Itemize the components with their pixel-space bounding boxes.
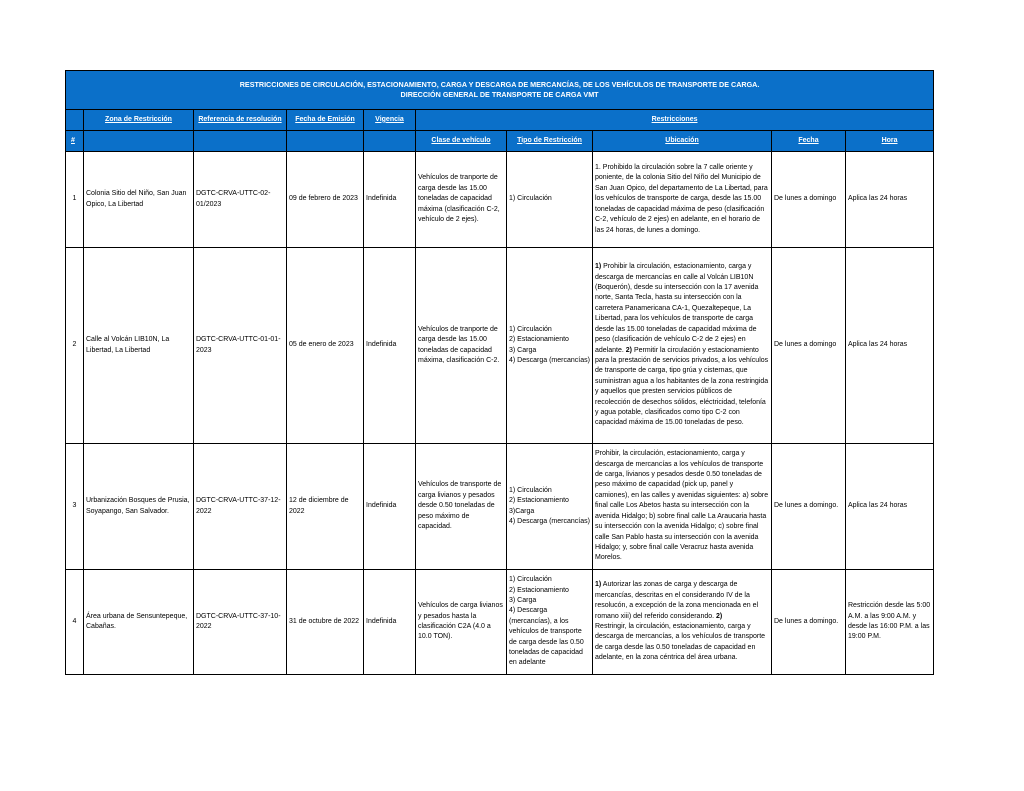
tipo-line: 3) Carga — [509, 596, 537, 604]
header-num: # — [66, 131, 84, 152]
clase-cell: Vehículos de transporte de carga livianos y pesados desde 0.50 toneladas de peso máximo de capacidad. — [416, 444, 507, 570]
row-number: 1 — [66, 152, 84, 248]
referencia-cell: DGTC-CRVA-UTTC-37-10-2022 — [194, 570, 287, 675]
ubicacion-cell — [593, 248, 772, 444]
header-fecha: Fecha — [772, 131, 846, 152]
fecha-emision-cell: 09 de febrero de 2023 — [287, 152, 364, 248]
tipo-line: 3)Carga — [509, 507, 535, 515]
fecha-cell: De lunes a domingo — [772, 152, 846, 248]
ubicacion-text: Restringir, la circulación, estacionamiento, carga y descarga de mercancías, a los vehículos de transporte de carga desde las 0.50 toneladas de capacidad en adelante, en la zona céntrica del área urbana. — [595, 623, 766, 662]
header-zona: Zona de Restricción — [84, 110, 194, 131]
tipo-line: 4) Descarga (mercancías) — [509, 356, 590, 364]
tipo-cell — [507, 570, 593, 675]
vigencia-cell: Indefinida — [364, 570, 416, 675]
fecha-emision-cell: 05 de enero de 2023 — [287, 248, 364, 444]
vigencia-cell: Indefinida — [364, 444, 416, 570]
header-restricciones: Restricciones — [416, 110, 934, 131]
header-fecha-emision: Fecha de Emisión — [287, 110, 364, 131]
ubicacion-text: Prohibir la circulación, estacionamiento, carga y descarga de mercancías en calle al Volcán LIB10N (Boquerón), desde su intersección con la 17 avenida norte, Santa Tecla, hasta su intersección con la carretera Panamericana CA-1, Quezaltepeque, La Libertad, para los vehículos de transporte de carga desde las 15.00 toneladas de capacidad máxima de peso (clasificación de vehículo C-2 de 2 ejes) en adelante. — [595, 263, 759, 354]
hora-cell: Aplica las 24 horas — [846, 248, 934, 444]
ubicacion-cell: Prohibir, la circulación, estacionamiento, carga y descarga de mercancías a los vehículos de transporte de carga, livianos y pesados desde 0.50 toneladas de peso máximo de capacidad (pick up, panel y camiones), en las calles y avenidas siguientes: a) sobre final calle Los Abetos hasta su intersección con la avenida Hidalgo; b) sobre final calle La Araucaria hasta su intersección con la avenida Hidalgo; c) sobre final calle San Pablo hasta su intersección con la avenida Hidalgo; y, sobre final calle Veracruz hasta avenida Morelos. — [593, 444, 772, 570]
header-row-1 — [66, 110, 934, 131]
tipo-line: 1) Circulación — [509, 325, 552, 333]
ubicacion-text: Permitir la circulación y estacionamiento para la prestación de servicios privados, a los vehículos de transporte de carga, tipo grúa y cisternas, que suministran agua a los habitantes de la zona restringida y aquellos que presten servicios públicos de recolección de desechos sólidos, eléctricidad, telefonía y agua potable, clasificados como tipo C-2 con capacidad máxima de 15.00 toneladas de peso. — [595, 346, 769, 427]
hora-cell: Restricción desde las 5:00 A.M. a las 9:00 A.M. y desde las 16:00 P.M. a las 19:00 P.M. — [846, 570, 934, 675]
tipo-line: 2) Estacionamiento — [509, 586, 569, 594]
tipo-line: 1) Circulación — [509, 576, 552, 584]
vigencia-cell: Indefinida — [364, 152, 416, 248]
fecha-cell: De lunes a domingo. — [772, 444, 846, 570]
tipo-line: 4) Descarga (mercancías) — [509, 517, 590, 525]
ubicacion-item-number: 1) — [595, 581, 602, 589]
referencia-cell: DGTC-CRVA-UTTC-01-01-2023 — [194, 248, 287, 444]
zona-cell: Urbanización Bosques de Prusia, Soyapango, San Salvador. — [84, 444, 194, 570]
fecha-emision-cell: 12 de diciembre de 2022 — [287, 444, 364, 570]
referencia-cell: DGTC-CRVA-UTTC-02-01/2023 — [194, 152, 287, 248]
ubicacion-cell — [593, 570, 772, 675]
clase-cell: Vehículos de tranporte de carga desde las 15.00 toneladas de capacidad máxima (clasificación C-2, vehículo de 2 ejes). — [416, 152, 507, 248]
ubicacion-text: Autorizar las zonas de carga y descarga de mercancías, descritas en el considerando IV de la resolucón, a excepción de la zona mencionada en el romano xiii) del referido considerando. — [595, 581, 759, 620]
fecha-emision-cell: 31 de octubre de 2022 — [287, 570, 364, 675]
tipo-line: 1) Circulación — [509, 486, 552, 494]
table-row — [66, 444, 934, 570]
table-row — [66, 248, 934, 444]
title-line-1: RESTRICCIONES DE CIRCULACIÓN, ESTACIONAMIENTO, CARGA Y DESCARGA DE MERCANCÍAS, DE LOS VEHÍCULOS DE TRANSPORTE DE CARGA. — [239, 80, 760, 90]
table-row — [66, 152, 934, 248]
tipo-cell — [507, 444, 593, 570]
header-referencia: Referencia de resolución — [194, 110, 287, 131]
header-hora: Hora — [846, 131, 934, 152]
row-number: 3 — [66, 444, 84, 570]
clase-cell: Vehículos de carga livianos y pesados hasta la clasificación C2A (4.0 a 10.0 TON). — [416, 570, 507, 675]
title-row — [66, 71, 934, 110]
clase-cell: Vehículos de tranporte de carga desde las 15.00 toneladas de capacidad máxima, clasificación C-2. — [416, 248, 507, 444]
fecha-cell: De lunes a domingo — [772, 248, 846, 444]
tipo-line: 4) Descarga (mercancías), a los vehículos de transporte de carga desde las 0.50 toneladas de capacidad en adelante — [509, 607, 584, 667]
tipo-cell — [507, 248, 593, 444]
header-row-2 — [66, 131, 934, 152]
tipo-cell: 1) Circulación — [507, 152, 593, 248]
tipo-line: 3) Carga — [509, 346, 537, 354]
zona-cell: Colonia Sitio del Niño, San Juan Opico, La Libertad — [84, 152, 194, 248]
header-clase: Clase de vehículo — [416, 131, 507, 152]
zona-cell: Calle al Volcán LIB10N, La Libertad, La Libertad — [84, 248, 194, 444]
ubicacion-item-number: 2) — [716, 612, 723, 620]
restrictions-table — [65, 70, 934, 675]
table-title — [66, 71, 934, 110]
hora-cell: Aplica las 24 horas — [846, 444, 934, 570]
table-row — [66, 570, 934, 675]
vigencia-cell: Indefinida — [364, 248, 416, 444]
header-vigencia: Vigencia — [364, 110, 416, 131]
hora-cell: Aplica las 24 horas — [846, 152, 934, 248]
ubicacion-item-number: 2) — [625, 346, 632, 354]
tipo-line: 2) Estacionamiento — [509, 336, 569, 344]
restrictions-sheet — [65, 70, 933, 675]
ubicacion-item-number: 1) — [595, 263, 602, 271]
fecha-cell: De lunes a domingo. — [772, 570, 846, 675]
ubicacion-cell: 1. Prohibido la circulación sobre la 7 calle oriente y poniente, de la colonia Sitio del Niño del Municipio de San Juan Opico, del departamento de La Libertad, para los vehículos de transporte de carga, desde las 15.00 toneladas de capacidad máxima de peso (clasificación C-2, vehículo de 2 ejes) en adelante, en el horario de las 24 horas, de lunes a domingo. — [593, 152, 772, 248]
referencia-cell: DGTC-CRVA-UTTC-37-12-2022 — [194, 444, 287, 570]
row-number: 4 — [66, 570, 84, 675]
tipo-line: 2) Estacionamiento — [509, 497, 569, 505]
row-number: 2 — [66, 248, 84, 444]
zona-cell: Área urbana de Sensuntepeque, Cabañas. — [84, 570, 194, 675]
header-tipo: Tipo de Restricción — [507, 131, 593, 152]
header-ubicacion: Ubicación — [593, 131, 772, 152]
title-line-2: DIRECCIÓN GENERAL DE TRANSPORTE DE CARGA VMT — [400, 90, 599, 99]
